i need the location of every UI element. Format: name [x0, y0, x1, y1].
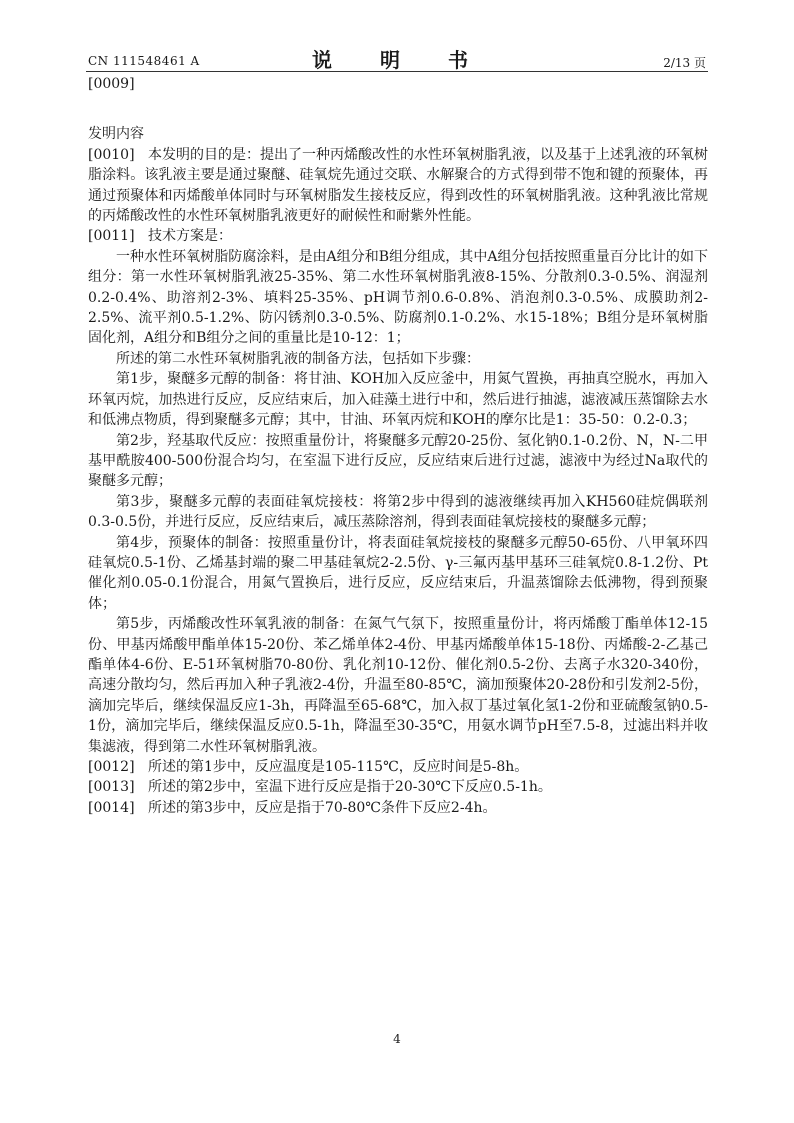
patent-number: CN 111548461 A [88, 54, 200, 68]
step-4-text: 第4步，预聚体的制备：按照重量份计，将表面硅氧烷接枝的聚醚多元醇50-65份、八甲氧环四硅氧烷0.5-1份、乙烯基封端的聚二甲基硅氧烷2-2.5份、γ-三氟丙基甲基环三硅氧烷0.8-1.2份、Pt催化剂0.05-0.1份混合，用氮气置换后，进行反应，反应结束后，升温蒸馏除去低沸物，得到预聚体； [88, 534, 708, 612]
paragraph-number: [0010] [88, 146, 135, 163]
paragraph-number: [0009] [88, 76, 135, 92]
document-body [88, 74, 708, 818]
step-3-text: 第3步，聚醚多元醇的表面硅氧烷接枝：将第2步中得到的滤液继续再加入KH560硅烷偶联剂0.3-0.5份，并进行反应，反应结束后，减压蒸除溶剂，得到表面硅氧烷接枝的聚醚多元醇； [88, 493, 708, 531]
document-title: 说 明 书 [312, 48, 482, 72]
header-divider [86, 71, 708, 72]
paragraph-number: [0011] [88, 228, 135, 245]
paragraph-text: 所述的第3步中，反应是指于70-80℃条件下反应2-4h。 [148, 799, 497, 816]
paragraph-text: 所述的第1步中，反应温度是105-115℃，反应时间是5-8h。 [148, 759, 529, 775]
paragraph-number: [0014] [88, 799, 135, 816]
page-header [0, 0, 794, 80]
paragraph-text: 一种水性环氧树脂防腐涂料，是由A组分和B组分组成，其中A组分包括按照重量百分比计的如下组分：第一水性环氧树脂乳液25-35%、第二水性环氧树脂乳液8-15%、分散剂0.3-0.5%、润湿剂0.2-0.4%、助溶剂2-3%、填料25-35%、pH调节剂0.6-0.8%、消泡剂0.3-0.5%、成膜助剂2-2.5%、流平剂0.5-1.2%、防闪锈剂0.3-0.5%、防腐剂0.1-0.2%、水15-18%；B组分是环氧树脂固化剂，A组分和B组分之间的重量比是10-12：1； [88, 248, 708, 347]
paragraph-0009 [88, 74, 708, 94]
page-indicator: 2/13 页 [663, 56, 706, 70]
step-5-text: 第5步，丙烯酸改性环氧乳液的制备：在氮气气氛下，按照重量份计，将丙烯酸丁酯单体12-15份、甲基丙烯酸甲酯单体15-20份、苯乙烯单体2-4份、甲基丙烯酸单体15-18份、丙烯酸-2-乙基己酯单体4-6份、E-51环氧树脂70-80份、乳化剂10-12份、催化剂0.5-2份、去离子水320-340份，高速分散均匀，然后再加入种子乳液2-4份，升温至80-85℃，滴加预聚体20-28份和引发剂2-5份，滴加完毕后，继续保温反应1-3h，再降温至65-68℃，加入叔丁基过氧化氢1-2份和亚硫酸氢钠0.5-1份，滴加完毕后，继续保温反应0.5-1h，降温至30-35℃，用氨水调节pH至7.5-8，过滤出料并收集滤液，得到第二水性环氧树脂乳液。 [88, 616, 708, 755]
paragraph-0014 [88, 798, 708, 818]
paragraph-number: [0012] [88, 759, 135, 775]
section-heading: 发明内容 [88, 126, 144, 143]
page-number: 4 [393, 1032, 401, 1046]
paragraph-number: [0013] [88, 779, 135, 796]
step-1-text: 第1步，聚醚多元醇的制备：将甘油、KOH加入反应釜中，用氮气置换，再抽真空脱水，再加入环氧丙烷，加热进行反应，反应结束后，加入硅藻土进行中和，然后进行抽滤，滤液减压蒸馏除去水和低沸点物质，得到聚醚多元醇；其中，甘油、环氧丙烷和KOH的摩尔比是1：35-50：0.2-0.3； [88, 371, 708, 429]
paragraph-0010 [88, 145, 708, 227]
paragraph-text: 所述的第2步中，室温下进行反应是指于20-30℃下反应0.5-1h。 [148, 779, 552, 796]
paragraph-text: 技术方案是： [148, 228, 232, 245]
paragraph-0013 [88, 777, 708, 797]
paragraph-text: 所述的第二水性环氧树脂乳液的制备方法，包括如下步骤： [116, 350, 480, 367]
paragraph-0012 [88, 757, 708, 777]
paragraph-0011 [88, 226, 708, 246]
paragraph-text: 本发明的目的是：提出了一种丙烯酸改性的水性环氧树脂乳液，以及基于上述乳液的环氧树脂涂料。该乳液主要是通过聚醚、硅氧烷先通过交联、水解聚合的方式得到带不饱和键的预聚体，再通过预聚体和丙烯酸单体同时与环氧树脂发生接枝反应，得到改性的环氧树脂乳液。这种乳液比常规的丙烯酸改性的水性环氧树脂乳液更好的耐候性和耐紫外性能。 [88, 146, 708, 225]
step-2-text: 第2步，羟基取代反应：按照重量份计，将聚醚多元醇20-25份、氢化钠0.1-0.2份、N，N-二甲基甲酰胺400-500份混合均匀，在室温下进行反应，反应结束后进行过滤，滤液中为经过Na取代的聚醚多元醇； [88, 432, 708, 490]
